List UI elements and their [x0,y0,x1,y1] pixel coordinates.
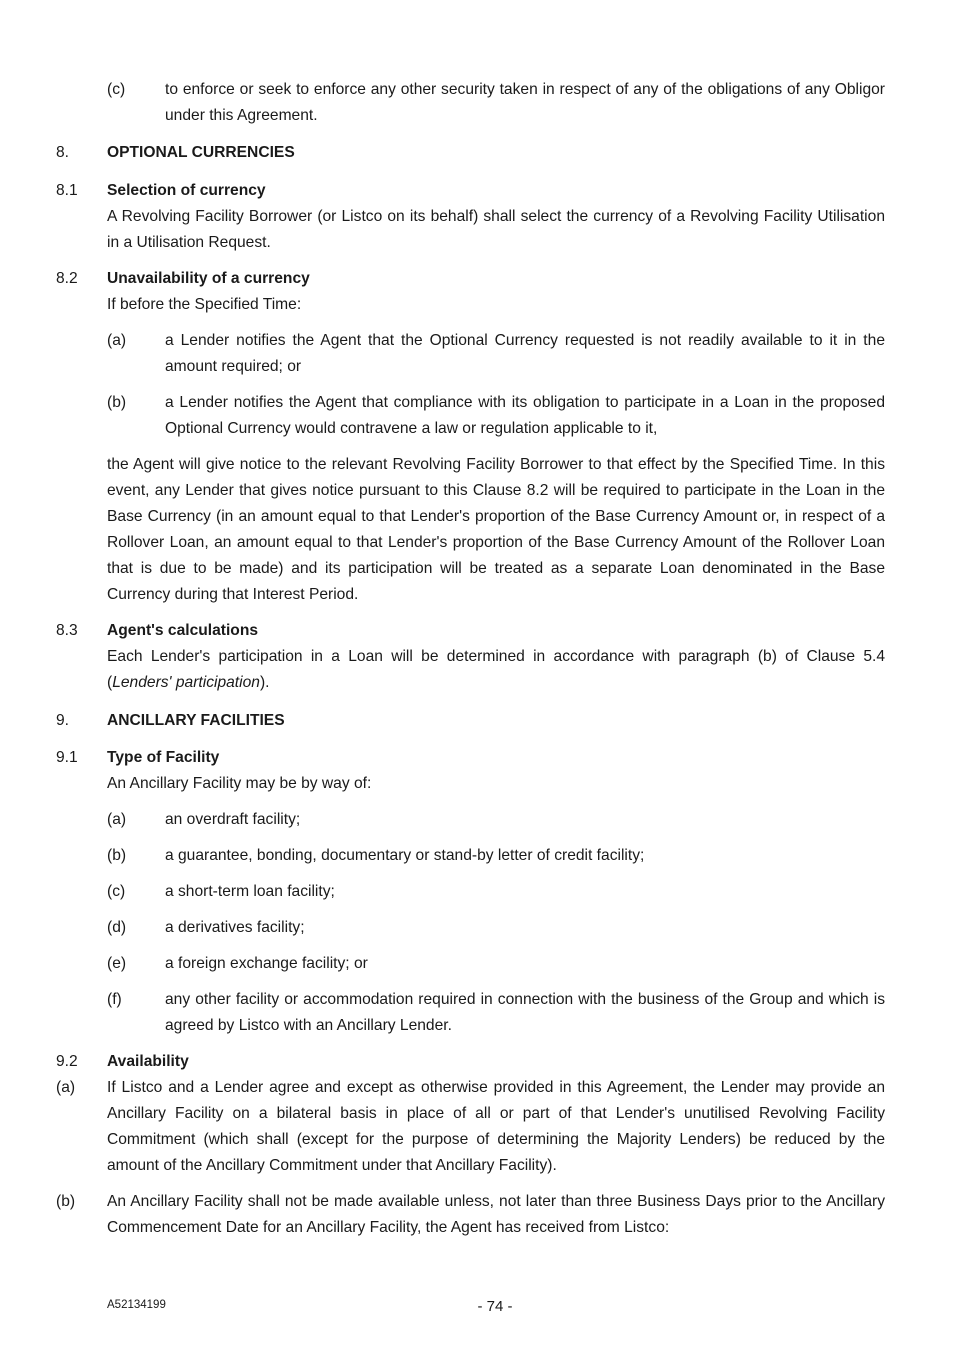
clause-text: A Revolving Facility Borrower (or Listco on its behalf) shall select the currency of a Revolving Facility Utilisation in a Utilisation Request. [107,208,885,251]
item-text: a short-term loan facility; [165,883,335,900]
item-label: (c) [107,883,126,900]
item-label: (d) [107,919,127,936]
clause-number: 8.1 [56,182,78,199]
clause-heading: Unavailability of a currency [107,270,310,287]
clause-reference-italic: Lenders' participation [112,674,260,691]
item-text: An Ancillary Facility shall not be made available unless, not later than three Business Days prior to the Ancillary Commencement Date for an Ancillary Facility, the Agent has received from Listco: [107,1193,885,1236]
section-number: 8. [56,144,70,161]
item-label: (b) [107,394,127,411]
clause-number: 8.2 [56,270,78,287]
item-label: (f) [107,991,122,1008]
item-text: a Lender notifies the Agent that the Optional Currency requested is not readily available to it in the amount required; or [165,332,885,375]
clause-number: 9.1 [56,749,78,766]
item-text: If Listco and a Lender agree and except as otherwise provided in this Agreement, the Lender may provide an Ancillary Facility on a bilateral basis in place of all or part of that Lender's unutilised Revolving Facility Commitment (which shall (except for the purpose of determining the Majority Lenders) be reduced by the amount of the Ancillary Commitment under that Ancillary Facility). [107,1079,885,1174]
item-text: a guarantee, bonding, documentary or stand-by letter of credit facility; [165,847,645,864]
item-text: a Lender notifies the Agent that compliance with its obligation to participate in a Loan in the proposed Optional Currency would contravene a law or regulation applicable to it, [165,394,885,437]
clause-text [107,644,885,696]
item-label: (e) [107,955,127,972]
clause-text-part: ). [259,674,270,691]
item-label: (a) [107,332,127,349]
clause-text-part: Each Lender's participation in a Loan will be determined in accordance with paragraph (b) of Clause 5.4 ( [107,648,885,691]
item-label: (b) [107,847,127,864]
section-heading: ANCILLARY FACILITIES [107,712,285,729]
item-text: a derivatives facility; [165,919,305,936]
clause-heading: Availability [107,1053,189,1070]
item-label: (a) [56,1079,76,1096]
item-text: to enforce or seek to enforce any other security taken in respect of any of the obligations of any Obligor under this Agreement. [165,81,885,124]
item-text: a foreign exchange facility; or [165,955,368,972]
section-number: 9. [56,712,70,729]
page-number: - 74 - [477,1298,513,1315]
clause-closing-text: the Agent will give notice to the relevant Revolving Facility Borrower to that effect by the Specified Time. In this event, any Lender that gives notice pursuant to this Clause 8.2 will be required to participate in the Loan in the Base Currency (in an amount equal to that Lender's proportion of the Base Currency Amount or, in respect of a Rollover Loan, an amount equal to that Lender's proportion of the Base Currency Amount of the Rollover Loan that is due to be made) and its participation will be treated as a separate Loan denominated in the Base Currency during that Interest Period. [107,456,885,603]
clause-heading: Type of Facility [107,749,220,766]
section-heading: OPTIONAL CURRENCIES [107,144,295,161]
clause-number: 9.2 [56,1053,78,1070]
item-label: (c) [107,81,126,98]
clause-heading: Selection of currency [107,182,266,199]
clause-intro: An Ancillary Facility may be by way of: [107,775,372,792]
item-text: any other facility or accommodation required in connection with the business of the Group and which is agreed by Listco with an Ancillary Lender. [165,991,885,1034]
clause-heading: Agent's calculations [107,622,259,639]
document-id: A52134199 [107,1299,166,1311]
item-text: an overdraft facility; [165,811,301,828]
item-label: (b) [56,1193,76,1210]
clause-intro: If before the Specified Time: [107,296,302,313]
item-label: (a) [107,811,127,828]
clause-number: 8.3 [56,622,78,639]
